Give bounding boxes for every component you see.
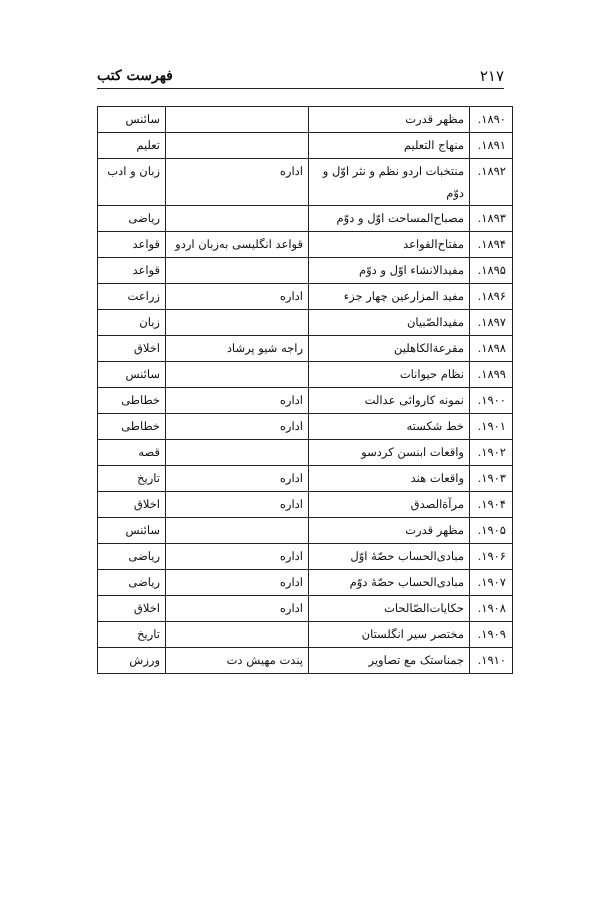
book-title: نظام حیوانات [309,362,470,388]
book-subject: قصه [98,440,166,466]
entry-number: ۱۸۹۹. [470,362,513,388]
book-subject: تاریخ [98,466,166,492]
book-title: جمناستک مع تصاویر [309,648,470,674]
entry-number: ۱۹۰۹. [470,622,513,648]
book-subject: تاریخ [98,622,166,648]
book-author: اداره [166,388,309,414]
entry-number: ۱۸۹۳. [470,206,513,232]
book-author [166,518,309,544]
table-row [98,570,513,596]
book-author [166,310,309,336]
table-row [98,518,513,544]
entry-number: ۱۹۰۵. [470,518,513,544]
entry-number: ۱۹۰۰. [470,388,513,414]
table-row [98,596,513,622]
book-author: اداره [166,596,309,622]
entry-number: ۱۸۹۷. [470,310,513,336]
book-title: مبادی‌الحساب حصّهٔ دوّم [309,570,470,596]
book-subject: اخلاق [98,492,166,518]
table-row [98,362,513,388]
table-row [98,159,513,206]
book-author [166,258,309,284]
entry-number: ۱۹۰۱. [470,414,513,440]
book-title: واقعات ابنسن کردسو [309,440,470,466]
entry-number: ۱۸۹۱. [470,133,513,159]
book-subject: زبان و ادب [98,159,166,206]
page-title: فهرست کتب [97,68,173,84]
book-subject: ورزش [98,648,166,674]
book-subject: سائنس [98,518,166,544]
entry-number: ۱۸۹۰. [470,107,513,133]
table-row [98,388,513,414]
entry-number: ۱۹۰۶. [470,544,513,570]
book-author: قواعد انگلیسی به‌زبان اردو [166,232,309,258]
book-title: مفیدالصّبیان [309,310,470,336]
book-subject: ریاضی [98,206,166,232]
book-subject: زبان [98,310,166,336]
book-author: اداره [166,492,309,518]
table-row [98,107,513,133]
book-title: مفید المزارعین چهار جزء [309,284,470,310]
book-author: اداره [166,414,309,440]
book-subject: ریاضی [98,544,166,570]
book-subject: سائنس [98,362,166,388]
entry-number: ۱۸۹۶. [470,284,513,310]
book-title: مرآة‌الصدق [309,492,470,518]
book-subject: سائنس [98,107,166,133]
book-title: حکایات‌الصّالحات [309,596,470,622]
book-subject: خطاطی [98,388,166,414]
table-row [98,466,513,492]
book-title: مبادی‌الحساب حصّهٔ اوّل [309,544,470,570]
book-title: نمونه کاروائی عدالت [309,388,470,414]
book-author [166,362,309,388]
catalog-body [98,107,513,674]
book-subject: تعلیم [98,133,166,159]
book-subject: اخلاق [98,336,166,362]
book-author [166,133,309,159]
book-subject: زراعت [98,284,166,310]
table-row [98,492,513,518]
book-author: اداره [166,466,309,492]
book-author: اداره [166,570,309,596]
book-title: مفتاح‌القواعد [309,232,470,258]
book-title: منتخبات اردو نظم و نثر اوّل و دوّم [309,159,470,206]
book-author: اداره [166,284,309,310]
table-row [98,232,513,258]
table-row [98,414,513,440]
book-subject: قواعد [98,258,166,284]
entry-number: ۱۹۱۰. [470,648,513,674]
book-title: مختصر سیر انگلستان [309,622,470,648]
entry-number: ۱۹۰۲. [470,440,513,466]
entry-number: ۱۸۹۸. [470,336,513,362]
book-title: مصباح‌المساحت اوّل و دوّم [309,206,470,232]
page-number: ۲۱۷ [479,67,504,85]
table-row [98,310,513,336]
table-row [98,206,513,232]
table-row [98,544,513,570]
book-title: مفیدالانشاء اوّل و دوّم [309,258,470,284]
book-title: مظهر قدرت [309,518,470,544]
entry-number: ۱۸۹۴. [470,232,513,258]
entry-number: ۱۹۰۳. [470,466,513,492]
book-title: واقعات هند [309,466,470,492]
book-subject: خطاطی [98,414,166,440]
book-author [166,107,309,133]
table-row [98,336,513,362]
book-author: راجه شیو پرشاد [166,336,309,362]
book-subject: قواعد [98,232,166,258]
table-row [98,133,513,159]
entry-number: ۱۹۰۷. [470,570,513,596]
book-author: اداره [166,544,309,570]
book-author: پندت مهیش دت [166,648,309,674]
entry-number: ۱۹۰۸. [470,596,513,622]
page-header [97,66,504,89]
entry-number: ۱۸۹۲. [470,159,513,206]
book-author [166,206,309,232]
book-author [166,622,309,648]
entry-number: ۱۸۹۵. [470,258,513,284]
book-title: منهاج التعلیم [309,133,470,159]
book-author [166,440,309,466]
book-catalog-table [97,106,513,674]
book-author: اداره [166,159,309,206]
book-subject: ریاضی [98,570,166,596]
table-row [98,648,513,674]
table-row [98,284,513,310]
book-title: مظهر قدرت [309,107,470,133]
book-title: مقرعة‌الکاهلین [309,336,470,362]
book-title: خط شکسته [309,414,470,440]
book-subject: اخلاق [98,596,166,622]
entry-number: ۱۹۰۴. [470,492,513,518]
table-row [98,440,513,466]
table-row [98,258,513,284]
table-row [98,622,513,648]
